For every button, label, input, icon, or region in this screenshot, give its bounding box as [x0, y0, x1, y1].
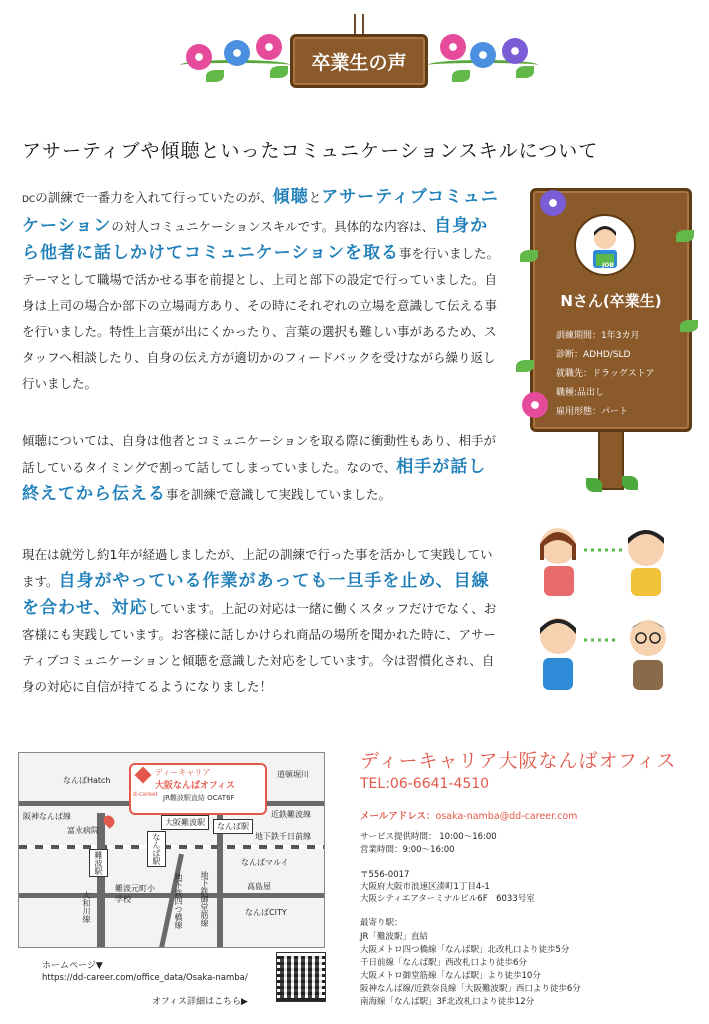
- leaf-icon: [516, 66, 534, 78]
- job-book-label: JOB: [602, 262, 614, 269]
- morning-glory-icon: [470, 42, 496, 68]
- office-phone[interactable]: TEL:06-6641-4510: [360, 776, 490, 792]
- profile-employer: 就職先：ドラッグストア: [556, 369, 655, 379]
- leaf-icon: [270, 66, 288, 78]
- leaf-icon: [520, 250, 538, 262]
- map-label-hanshin: 阪神なんば線: [23, 812, 71, 821]
- access-item: 千日前線「なんば駅」西改札口より徒歩6分: [360, 958, 527, 968]
- leaf-icon: [452, 70, 470, 82]
- morning-glory-icon: [522, 392, 548, 418]
- article-title: アサーティブや傾聴といったコミュニケーションスキルについて: [22, 140, 599, 162]
- map-label-namba-station: なんば駅: [213, 819, 253, 834]
- text: 傾聴については、自身は他者とコミュニケーションを取る際に衝動性もあり、相手が話しているタイミングで割って話してしまっていました。なので、: [22, 433, 497, 475]
- zip-code: 〒556-0017: [360, 870, 410, 880]
- conversation-illustration-1: [530, 520, 680, 600]
- map-label-osaka-namba: 大阪難波駅: [161, 815, 209, 830]
- service-hours: サービス提供時間： 10:00〜16:00: [360, 832, 497, 842]
- business-hours: 営業時間：9:00〜16:00: [360, 845, 455, 855]
- leaf-icon: [206, 70, 224, 82]
- paragraph-3: [22, 542, 500, 700]
- map-label-motomachi: 難波元町小学校: [115, 884, 155, 904]
- dc-abbrev: DC: [22, 195, 36, 205]
- text: の対人コミュニケーションスキルです。具体的な内容は、: [111, 219, 435, 234]
- map-label-yotsubashi: 地下鉄四つ橋線: [174, 873, 183, 929]
- paragraph-1: [22, 184, 500, 397]
- callout-sub: JR難波駅直結 OCAT6F: [163, 794, 235, 802]
- map-label-yamatogawa: 大和川線: [82, 891, 91, 923]
- morning-glory-icon: [440, 34, 466, 60]
- morning-glory-icon: [186, 44, 212, 70]
- highlight-text: 相手が話し終えてから伝える: [22, 457, 487, 504]
- access-item: 南海線「なんば駅」3F北改札口より徒歩12分: [360, 997, 535, 1007]
- profile-name: Nさん(卒業生): [560, 292, 662, 310]
- paragraph-2: [22, 428, 500, 508]
- office-email: [360, 808, 577, 822]
- highlight-text: 自身がやっている作業があっても一旦手を止め、目線を合わせ、対応: [22, 571, 490, 618]
- sign-hanger: [354, 14, 364, 36]
- map-label-marui: なんばマルイ: [241, 858, 289, 867]
- callout-name: 大阪なんばオフィス: [155, 781, 236, 791]
- morning-glory-icon: [224, 40, 250, 66]
- morning-glory-icon: [256, 34, 282, 60]
- access-item: 大阪メトロ四つ橋線「なんば駅」北改札口より徒歩5分: [360, 945, 570, 955]
- d-career-logo-icon: [135, 767, 152, 784]
- access-title: 最寄り駅：: [360, 918, 403, 928]
- leaf-icon: [516, 360, 534, 372]
- map-label-nanba-eki: なんば駅: [147, 831, 166, 867]
- map-label-midosuji: 地下鉄御堂筋線: [200, 871, 209, 927]
- map-label-dotonbori: 道頓堀川: [277, 770, 309, 779]
- access-item: 大阪メトロ御堂筋線「なんば駅」より徒歩10分: [360, 971, 541, 981]
- map-label-takashimaya: 高島屋: [247, 882, 271, 891]
- text: 現在は就労し約1年が経過しましたが、上記の訓練で行った事を活かして実践しています。: [22, 547, 493, 589]
- morning-glory-icon: [502, 38, 528, 64]
- profile-diagnosis: 診断：ADHD/SLD: [556, 350, 631, 360]
- callout-title: ディーキャリア: [155, 768, 211, 777]
- profile-job-type: 職種:品出し: [556, 388, 605, 398]
- callout-logo-text: d-career: [133, 791, 159, 798]
- map-label-namba-hatch: なんばHatch: [63, 776, 111, 785]
- access-map: [18, 752, 325, 948]
- conversation-illustration-2: [530, 608, 680, 694]
- map-label-namba-eki: 難波駅: [89, 849, 108, 877]
- profile-training-period: 訓練期間：1年3カ月: [556, 331, 640, 341]
- address-line-1: 大阪府大阪市浪速区湊町1丁目4-1: [360, 882, 490, 892]
- text: しています。上記の対応は一緒に働くスタッフだけでなく、お客様にも実践しています。お客様に話しかけられ商品の場所を聞かれた時に、アサーティブコミュニケーションと傾聴を意識した対応をしています。今は習慣化され、自身の対応に自信が持てるようになりました！: [22, 601, 497, 694]
- text: の訓練で一番力を入れて行っていたのが、: [35, 190, 273, 205]
- text: 事を訓練で意識して実践していました。: [166, 487, 392, 502]
- highlight-text: アサーティブコミュニケーション: [22, 187, 499, 236]
- homepage-label: ホームページ▼: [42, 961, 103, 971]
- homepage-link[interactable]: https://dd-career.com/office_data/Osaka-namba/: [42, 973, 248, 983]
- highlight-text: 傾聴: [272, 187, 309, 207]
- map-label-tominaga: 富永病院: [67, 826, 99, 835]
- text: と: [308, 190, 322, 205]
- map-label-namba-city: なんばCITY: [245, 908, 287, 917]
- office-detail-link[interactable]: オフィス詳細はこちら▶: [152, 997, 248, 1007]
- office-name: ディーキャリア大阪なんばオフィス: [360, 750, 677, 772]
- qr-code-pattern: [280, 956, 322, 998]
- access-item: 阪神なんば線/近鉄奈良線「大阪難波駅」西口より徒歩6分: [360, 984, 581, 994]
- email-label: メールアドレス：: [360, 811, 436, 822]
- address-line-2: 大阪シティエアターミナルビル6F 6033号室: [360, 894, 535, 904]
- leaf-icon: [676, 230, 694, 242]
- email-link[interactable]: osaka-namba@dd-career.com: [435, 811, 578, 822]
- grass-icon: [622, 476, 638, 490]
- map-callout: [129, 763, 267, 815]
- profile-employment-type: 雇用形態：パート: [556, 407, 629, 417]
- text: 事を行いました。テーマとして職場で活かせる事を前提とし、上司と部下の設定で行っていました。自身は上司の場合か部下の立場両方あり、その時にそれぞれの立場を意識して伝える事を行いました。特性上言葉が出にくかったり、言葉の選択も難しい事があるため、スタッフへ相談したり、自身の伝え方が適切かのフィードバックを受けながら繰り返し行いました。: [22, 246, 499, 391]
- header-badge: 卒業生の声: [290, 34, 428, 88]
- map-label-kintetsu: 近鉄難波線: [271, 810, 311, 819]
- map-label-sennichimae: 地下鉄千日前線: [255, 832, 311, 841]
- grass-icon: [586, 478, 602, 492]
- access-item: JR「難波駅」直結: [360, 932, 428, 942]
- railway: [19, 845, 325, 849]
- highlight-text: 自身から他者に話しかけてコミュニケーションを取る: [22, 216, 489, 263]
- morning-glory-icon: [540, 190, 566, 216]
